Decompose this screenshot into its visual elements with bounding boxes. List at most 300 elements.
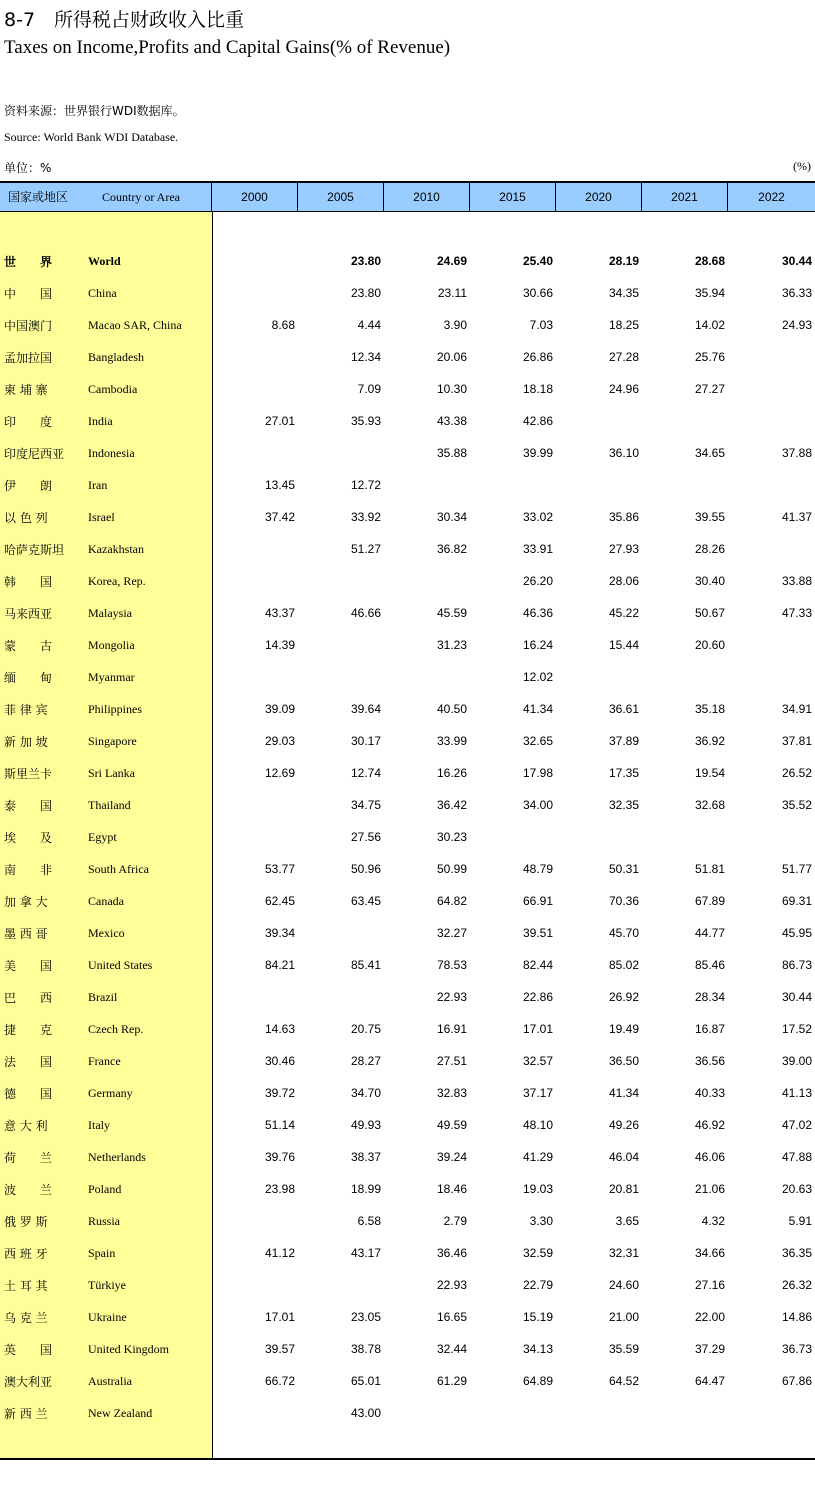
- row-country-english: Myanmar: [88, 669, 135, 684]
- cell-value-2022: 37.88: [781, 446, 812, 460]
- row-country-english: World: [88, 253, 121, 268]
- cell-value-2005: 43.17: [350, 1246, 381, 1260]
- row-country-chinese: 印 度: [4, 414, 53, 429]
- cell-value-2015: 32.57: [522, 1054, 553, 1068]
- cell-value-2015: 30.66: [522, 286, 553, 300]
- cell-value-2005: 18.99: [350, 1182, 381, 1196]
- cell-value-2005: 6.58: [357, 1214, 381, 1228]
- row-country-english: Ukraine: [88, 1309, 127, 1324]
- cell-value-2010: 16.91: [436, 1022, 467, 1036]
- row-country-english: Singapore: [88, 733, 137, 748]
- cell-value-2010: 23.11: [437, 286, 467, 300]
- cell-value-2022: 37.81: [781, 734, 812, 748]
- table-row: [0, 757, 815, 789]
- cell-value-2021: 20.60: [694, 638, 725, 652]
- cell-value-2015: 39.99: [522, 446, 553, 460]
- cell-value-2010: 39.24: [436, 1150, 467, 1164]
- row-country-english: Macao SAR, China: [88, 317, 182, 332]
- cell-value-2020: 17.35: [608, 766, 639, 780]
- table-row: [0, 373, 815, 405]
- cell-value-2021: 67.89: [694, 894, 725, 908]
- row-country-english: Italy: [88, 1117, 110, 1132]
- cell-value-2005: 38.37: [350, 1150, 381, 1164]
- cell-value-2021: 44.77: [694, 926, 725, 940]
- row-country-chinese: 美 国: [4, 958, 53, 973]
- cell-value-2015: 39.51: [522, 926, 553, 940]
- table-row: [0, 885, 815, 917]
- cell-value-2021: 46.92: [694, 1118, 725, 1132]
- table-row: [0, 661, 815, 693]
- cell-value-2022: 34.91: [781, 702, 812, 716]
- cell-value-2020: 21.00: [608, 1310, 639, 1324]
- cell-value-2005: 28.27: [350, 1054, 381, 1068]
- cell-value-2005: 4.44: [357, 318, 381, 332]
- table-row: [0, 405, 815, 437]
- table-row: [0, 309, 815, 341]
- cell-value-2010: 78.53: [436, 958, 467, 972]
- row-country-chinese: 以 色 列: [4, 510, 48, 525]
- header-area: [0, 183, 212, 211]
- cell-value-2020: 28.06: [608, 574, 639, 588]
- cell-value-2010: 18.46: [436, 1182, 467, 1196]
- header-year: 2015: [470, 183, 556, 211]
- cell-value-2021: 21.06: [694, 1182, 725, 1196]
- cell-value-2005: 12.34: [350, 350, 381, 364]
- row-country-english: Thailand: [88, 797, 131, 812]
- cell-value-2000: 17.01: [264, 1310, 295, 1324]
- cell-value-2020: 32.35: [608, 798, 639, 812]
- cell-value-2022: 67.86: [781, 1374, 812, 1388]
- table-row: [0, 501, 815, 533]
- cell-value-2020: 49.26: [608, 1118, 639, 1132]
- cell-value-2020: 35.86: [608, 510, 639, 524]
- cell-value-2000: 51.14: [264, 1118, 295, 1132]
- source-note-english: Source: World Bank WDI Database.: [4, 130, 179, 144]
- cell-value-2020: 24.60: [608, 1278, 639, 1292]
- cell-value-2000: 27.01: [264, 414, 295, 428]
- table-row: [0, 629, 815, 661]
- cell-value-2010: 61.29: [436, 1374, 467, 1388]
- table-row: [0, 1237, 815, 1269]
- cell-value-2022: 35.52: [781, 798, 812, 812]
- row-country-chinese: 中国澳门: [4, 318, 53, 333]
- cell-value-2020: 50.31: [608, 862, 639, 876]
- cell-value-2020: 19.49: [608, 1022, 639, 1036]
- table-row: [0, 853, 815, 885]
- cell-value-2021: 35.94: [694, 286, 725, 300]
- cell-value-2022: 36.35: [781, 1246, 812, 1260]
- cell-value-2015: 48.79: [522, 862, 553, 876]
- cell-value-2020: 45.70: [608, 926, 639, 940]
- cell-value-2010: 50.99: [436, 862, 467, 876]
- cell-value-2000: 8.68: [271, 318, 295, 332]
- cell-value-2015: 26.20: [522, 574, 553, 588]
- cell-value-2010: 36.82: [436, 542, 467, 556]
- cell-value-2010: 33.99: [436, 734, 467, 748]
- cell-value-2000: 14.63: [264, 1022, 295, 1036]
- row-country-chinese: 德 国: [4, 1086, 53, 1101]
- cell-value-2022: 26.52: [781, 766, 812, 780]
- data-table: [0, 181, 815, 1460]
- row-country-english: United Kingdom: [88, 1341, 169, 1356]
- row-country-chinese: 加 拿 大: [4, 894, 48, 909]
- cell-value-2020: 35.59: [608, 1342, 639, 1356]
- cell-value-2022: 30.44: [781, 254, 812, 268]
- row-country-english: Mongolia: [88, 637, 135, 652]
- title-chinese: 8-7 所得税占财政收入比重: [4, 9, 245, 31]
- cell-value-2010: 27.51: [436, 1054, 467, 1068]
- cell-value-2010: 36.42: [436, 798, 467, 812]
- row-country-chinese: 西 班 牙: [4, 1246, 48, 1261]
- cell-value-2015: 12.02: [522, 670, 553, 684]
- cell-value-2020: 70.36: [608, 894, 639, 908]
- cell-value-2020: 36.61: [608, 702, 639, 716]
- table-row: [0, 437, 815, 469]
- cell-value-2021: 34.65: [694, 446, 725, 460]
- cell-value-2021: 27.27: [694, 382, 725, 396]
- cell-value-2015: 22.86: [522, 990, 553, 1004]
- cell-value-2000: 43.37: [264, 606, 295, 620]
- row-country-english: South Africa: [88, 861, 149, 876]
- table-row: [0, 1269, 815, 1301]
- table-row: [0, 917, 815, 949]
- row-country-english: Russia: [88, 1213, 121, 1228]
- cell-value-2015: 32.65: [522, 734, 553, 748]
- row-country-english: United States: [88, 957, 153, 972]
- cell-value-2015: 18.18: [522, 382, 553, 396]
- row-country-english: Egypt: [88, 829, 117, 844]
- cell-value-2020: 26.92: [608, 990, 639, 1004]
- row-country-english: Australia: [88, 1373, 132, 1388]
- row-country-chinese: 印度尼西亚: [4, 446, 65, 461]
- cell-value-2015: 66.91: [522, 894, 553, 908]
- cell-value-2010: 32.44: [436, 1342, 467, 1356]
- cell-value-2021: 50.67: [694, 606, 725, 620]
- cell-value-2020: 15.44: [608, 638, 639, 652]
- row-country-chinese: 捷 克: [4, 1022, 53, 1037]
- cell-value-2005: 12.74: [350, 766, 381, 780]
- cell-value-2020: 46.04: [608, 1150, 639, 1164]
- cell-value-2020: 36.10: [608, 446, 639, 460]
- row-country-chinese: 法 国: [4, 1054, 53, 1069]
- cell-value-2010: 45.59: [436, 606, 467, 620]
- header-year: 2020: [556, 183, 642, 211]
- table-row: [0, 1013, 815, 1045]
- cell-value-2000: 37.42: [264, 510, 295, 524]
- cell-value-2010: 2.79: [443, 1214, 467, 1228]
- table-row: [0, 789, 815, 821]
- cell-value-2020: 36.50: [608, 1054, 639, 1068]
- cell-value-2010: 22.93: [436, 1278, 467, 1292]
- table-row: [0, 1301, 815, 1333]
- table-body: [0, 245, 815, 1429]
- row-country-chinese: 乌 克 兰: [4, 1310, 48, 1325]
- row-country-english: Iran: [88, 477, 108, 492]
- row-country-chinese: 意 大 利: [4, 1118, 48, 1133]
- cell-value-2015: 3.30: [529, 1214, 553, 1228]
- cell-value-2022: 36.73: [781, 1342, 812, 1356]
- cell-value-2010: 32.83: [436, 1086, 467, 1100]
- cell-value-2022: 33.88: [781, 574, 812, 588]
- cell-value-2010: 10.30: [436, 382, 467, 396]
- row-country-chinese: 斯里兰卡: [4, 766, 53, 781]
- row-country-chinese: 世 界: [4, 254, 53, 269]
- row-country-chinese: 伊 朗: [4, 478, 53, 493]
- row-country-chinese: 埃 及: [4, 830, 53, 845]
- table-row: [0, 1333, 815, 1365]
- row-country-english: Bangladesh: [88, 349, 144, 364]
- cell-value-2010: 32.27: [436, 926, 467, 940]
- cell-value-2015: 34.13: [522, 1342, 553, 1356]
- cell-value-2021: 28.34: [694, 990, 725, 1004]
- row-country-english: Cambodia: [88, 381, 138, 396]
- cell-value-2000: 66.72: [264, 1374, 295, 1388]
- cell-value-2015: 26.86: [522, 350, 553, 364]
- row-country-english: Mexico: [88, 925, 125, 940]
- cell-value-2015: 15.19: [522, 1310, 553, 1324]
- cell-value-2021: 40.33: [694, 1086, 725, 1100]
- cell-value-2015: 82.44: [522, 958, 553, 972]
- row-country-english: Türkiye: [88, 1277, 126, 1292]
- cell-value-2022: 17.52: [781, 1022, 812, 1036]
- cell-value-2005: 33.92: [350, 510, 381, 524]
- cell-value-2022: 24.93: [781, 318, 812, 332]
- cell-value-2015: 19.03: [522, 1182, 553, 1196]
- cell-value-2021: 35.18: [694, 702, 725, 716]
- table-row: [0, 341, 815, 373]
- cell-value-2015: 34.00: [522, 798, 553, 812]
- cell-value-2020: 85.02: [608, 958, 639, 972]
- cell-value-2015: 17.01: [522, 1022, 553, 1036]
- cell-value-2022: 39.00: [781, 1054, 812, 1068]
- cell-value-2021: 30.40: [694, 574, 725, 588]
- cell-value-2021: 64.47: [694, 1374, 725, 1388]
- header-area-chinese: 国家或地区: [8, 190, 69, 204]
- row-country-english: Indonesia: [88, 445, 135, 460]
- cell-value-2021: 36.92: [694, 734, 725, 748]
- cell-value-2022: 20.63: [781, 1182, 812, 1196]
- row-country-english: Germany: [88, 1085, 133, 1100]
- cell-value-2005: 23.80: [350, 254, 381, 268]
- cell-value-2022: 30.44: [781, 990, 812, 1004]
- row-country-english: Kazakhstan: [88, 541, 144, 556]
- cell-value-2021: 32.68: [694, 798, 725, 812]
- cell-value-2000: 12.69: [264, 766, 295, 780]
- cell-value-2000: 39.09: [264, 702, 295, 716]
- cell-value-2010: 36.46: [436, 1246, 467, 1260]
- table-row: [0, 277, 815, 309]
- table-row: [0, 597, 815, 629]
- cell-value-2021: 85.46: [694, 958, 725, 972]
- cell-value-2020: 27.93: [608, 542, 639, 556]
- cell-value-2005: 34.70: [350, 1086, 381, 1100]
- row-country-chinese: 哈萨克斯坦: [4, 542, 65, 557]
- cell-value-2020: 24.96: [608, 382, 639, 396]
- cell-value-2015: 25.40: [522, 254, 553, 268]
- cell-value-2015: 32.59: [522, 1246, 553, 1260]
- cell-value-2021: 22.00: [694, 1310, 725, 1324]
- cell-value-2021: 14.02: [694, 318, 725, 332]
- row-country-chinese: 俄 罗 斯: [4, 1214, 48, 1229]
- cell-value-2015: 33.91: [522, 542, 553, 556]
- table-row: [0, 533, 815, 565]
- cell-value-2010: 22.93: [436, 990, 467, 1004]
- cell-value-2010: 30.23: [436, 830, 467, 844]
- source-note-chinese: 资料来源：世界银行WDI数据库。: [4, 104, 185, 118]
- row-country-english: New Zealand: [88, 1405, 153, 1420]
- cell-value-2020: 32.31: [608, 1246, 639, 1260]
- cell-value-2005: 63.45: [350, 894, 381, 908]
- cell-value-2022: 86.73: [781, 958, 812, 972]
- cell-value-2000: 41.12: [264, 1246, 295, 1260]
- cell-value-2010: 20.06: [436, 350, 467, 364]
- cell-value-2022: 45.95: [781, 926, 812, 940]
- cell-value-2005: 27.56: [350, 830, 381, 844]
- unit-label-chinese: 单位：%: [4, 161, 52, 175]
- row-country-chinese: 中 国: [4, 286, 53, 301]
- row-country-chinese: 巴 西: [4, 990, 53, 1005]
- table-row: [0, 469, 815, 501]
- row-country-chinese: 柬 埔 寨: [4, 382, 48, 397]
- cell-value-2021: 51.81: [694, 862, 725, 876]
- cell-value-2021: 27.16: [694, 1278, 725, 1292]
- cell-value-2022: 41.13: [781, 1086, 812, 1100]
- cell-value-2010: 43.38: [436, 414, 467, 428]
- cell-value-2005: 51.27: [350, 542, 381, 556]
- table-row: [0, 1365, 815, 1397]
- cell-value-2015: 17.98: [522, 766, 553, 780]
- cell-value-2005: 34.75: [350, 798, 381, 812]
- cell-value-2015: 64.89: [522, 1374, 553, 1388]
- cell-value-2010: 24.69: [436, 254, 467, 268]
- cell-value-2010: 31.23: [436, 638, 467, 652]
- table-row: [0, 1173, 815, 1205]
- row-country-english: India: [88, 413, 113, 428]
- cell-value-2010: 35.88: [436, 446, 467, 460]
- table-header: [0, 183, 815, 212]
- cell-value-2015: 16.24: [522, 638, 553, 652]
- row-country-chinese: 韩 国: [4, 574, 53, 589]
- cell-value-2000: 29.03: [264, 734, 295, 748]
- header-year: 2005: [298, 183, 384, 211]
- cell-value-2005: 43.00: [350, 1406, 381, 1420]
- cell-value-2022: 36.33: [781, 286, 812, 300]
- cell-value-2005: 39.64: [350, 702, 381, 716]
- cell-value-2020: 18.25: [608, 318, 639, 332]
- row-country-english: Sri Lanka: [88, 765, 135, 780]
- cell-value-2015: 42.86: [522, 414, 553, 428]
- cell-value-2005: 50.96: [350, 862, 381, 876]
- cell-value-2005: 7.09: [357, 382, 381, 396]
- cell-value-2010: 16.65: [436, 1310, 467, 1324]
- row-country-english: Netherlands: [88, 1149, 146, 1164]
- cell-value-2015: 22.79: [522, 1278, 553, 1292]
- cell-value-2020: 34.35: [608, 286, 639, 300]
- header-area-english: Country or Area: [102, 190, 180, 204]
- cell-value-2021: 19.54: [694, 766, 725, 780]
- row-country-chinese: 蒙 古: [4, 638, 53, 653]
- cell-value-2005: 46.66: [350, 606, 381, 620]
- cell-value-2021: 25.76: [694, 350, 725, 364]
- table-row: [0, 1205, 815, 1237]
- cell-value-2005: 65.01: [350, 1374, 381, 1388]
- cell-value-2005: 38.78: [350, 1342, 381, 1356]
- cell-value-2005: 49.93: [350, 1118, 381, 1132]
- table-row: [0, 1141, 815, 1173]
- cell-value-2022: 41.37: [781, 510, 812, 524]
- cell-value-2010: 30.34: [436, 510, 467, 524]
- cell-value-2020: 37.89: [608, 734, 639, 748]
- cell-value-2005: 20.75: [350, 1022, 381, 1036]
- cell-value-2022: 47.88: [781, 1150, 812, 1164]
- row-country-chinese: 缅 甸: [4, 670, 53, 685]
- cell-value-2021: 39.55: [694, 510, 725, 524]
- cell-value-2021: 37.29: [694, 1342, 725, 1356]
- cell-value-2000: 13.45: [264, 478, 295, 492]
- row-country-english: Korea, Rep.: [88, 573, 146, 588]
- row-country-chinese: 菲 律 宾: [4, 702, 48, 717]
- cell-value-2021: 4.32: [701, 1214, 725, 1228]
- unit-label-english: (%): [793, 159, 811, 173]
- cell-value-2000: 53.77: [264, 862, 295, 876]
- cell-value-2022: 69.31: [781, 894, 812, 908]
- cell-value-2022: 5.91: [788, 1214, 812, 1228]
- row-country-chinese: 孟加拉国: [4, 350, 53, 365]
- cell-value-2000: 39.34: [264, 926, 295, 940]
- row-country-chinese: 荷 兰: [4, 1150, 53, 1165]
- cell-value-2020: 3.65: [615, 1214, 639, 1228]
- header-year: 2010: [384, 183, 470, 211]
- cell-value-2022: 51.77: [781, 862, 812, 876]
- row-country-chinese: 土 耳 其: [4, 1278, 48, 1293]
- cell-value-2015: 37.17: [522, 1086, 553, 1100]
- table-row: [0, 981, 815, 1013]
- cell-value-2005: 30.17: [350, 734, 381, 748]
- row-country-chinese: 墨 西 哥: [4, 926, 48, 941]
- header-year: 2021: [642, 183, 728, 211]
- row-country-english: Brazil: [88, 989, 118, 1004]
- header-year: 2022: [758, 190, 785, 204]
- cell-value-2021: 28.68: [694, 254, 725, 268]
- row-country-english: Israel: [88, 509, 115, 524]
- table-row: [0, 245, 815, 277]
- cell-value-2020: 20.81: [608, 1182, 639, 1196]
- row-country-chinese: 波 兰: [4, 1182, 53, 1197]
- row-country-english: Canada: [88, 893, 124, 908]
- cell-value-2005: 12.72: [350, 478, 381, 492]
- row-country-chinese: 英 国: [4, 1342, 53, 1357]
- cell-value-2005: 23.05: [350, 1310, 381, 1324]
- row-country-english: France: [88, 1053, 121, 1068]
- cell-value-2020: 41.34: [608, 1086, 639, 1100]
- cell-value-2020: 64.52: [608, 1374, 639, 1388]
- cell-value-2000: 23.98: [264, 1182, 295, 1196]
- row-country-english: Malaysia: [88, 605, 132, 620]
- row-country-chinese: 新 西 兰: [4, 1406, 48, 1421]
- cell-value-2022: 26.32: [781, 1278, 812, 1292]
- cell-value-2020: 27.28: [608, 350, 639, 364]
- cell-value-2015: 33.02: [522, 510, 553, 524]
- header-year: 2000: [212, 183, 298, 211]
- cell-value-2010: 49.59: [436, 1118, 467, 1132]
- cell-value-2000: 14.39: [264, 638, 295, 652]
- row-country-chinese: 澳大利亚: [4, 1374, 53, 1389]
- cell-value-2010: 3.90: [443, 318, 467, 332]
- row-country-english: Czech Rep.: [88, 1021, 144, 1036]
- cell-value-2021: 28.26: [694, 542, 725, 556]
- cell-value-2000: 62.45: [264, 894, 295, 908]
- cell-value-2022: 47.02: [781, 1118, 812, 1132]
